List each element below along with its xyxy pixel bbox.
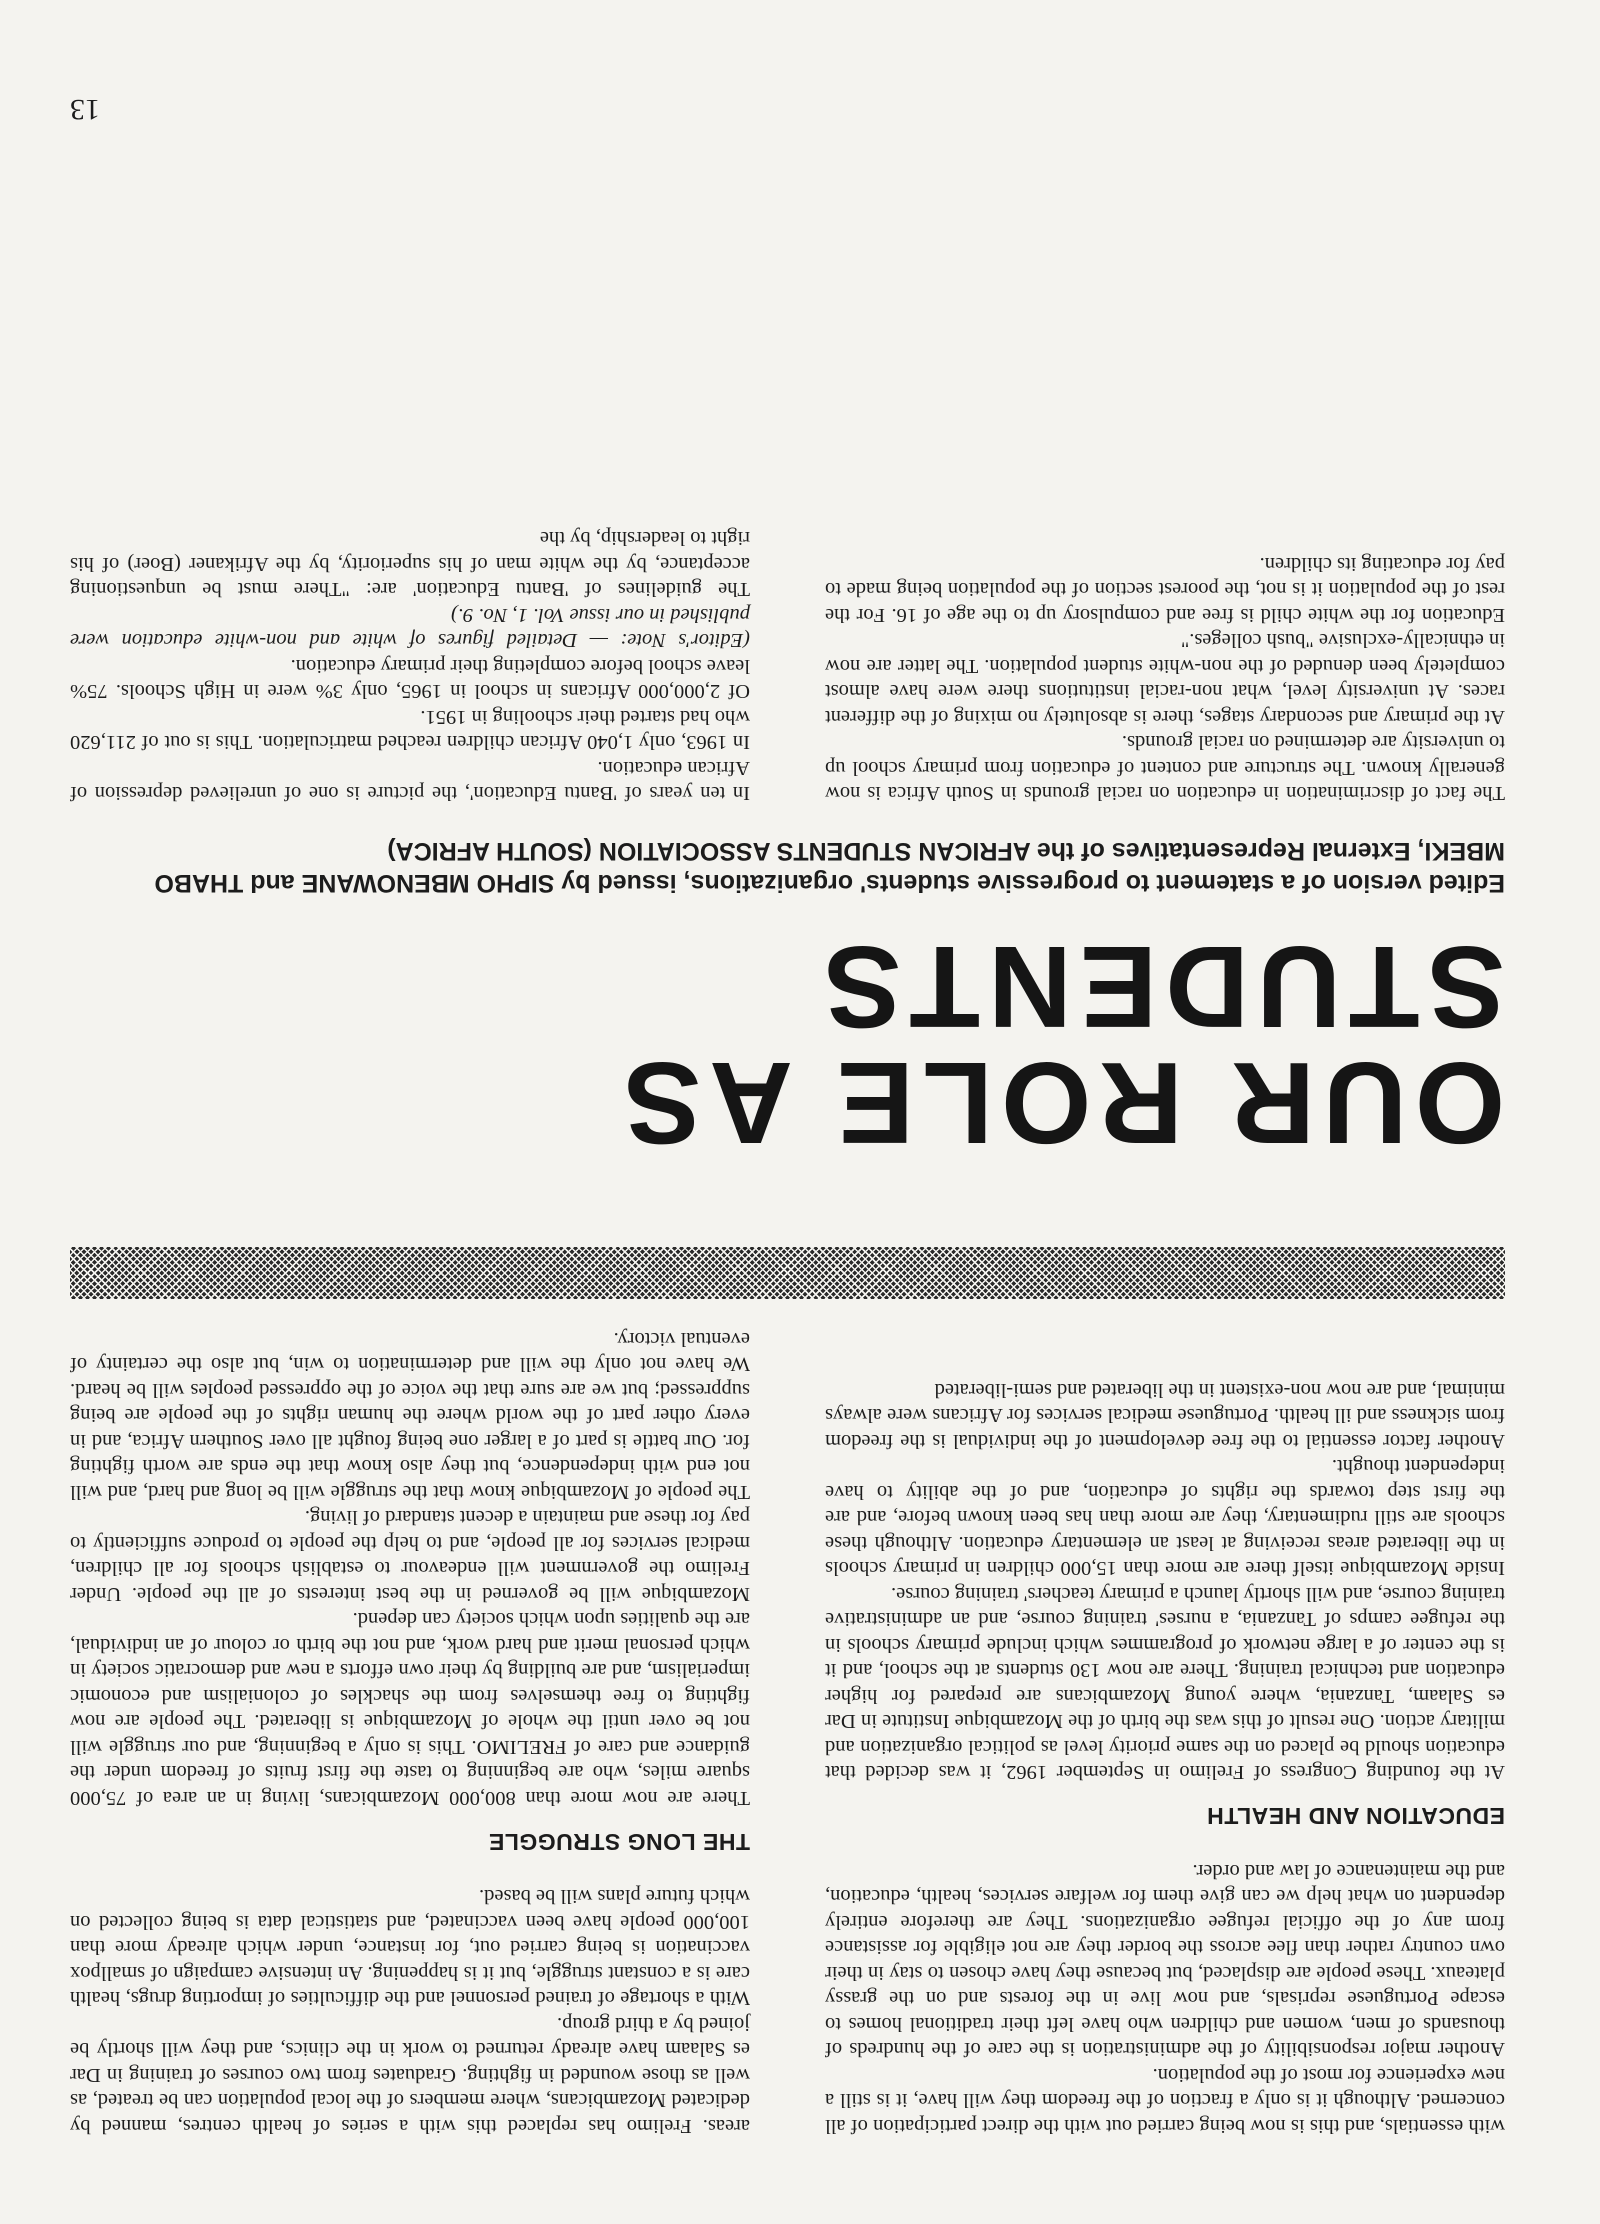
paragraph: areas. Frelimo has replaced this with a series of health centres, manned by dedicated Mozambicans, where members of the local population can be treated, as well as those wounded in fighting. Graduates from two courses of training in Dar es Salaam have already returned to work in the clinics, and they will shortly be joined by a third group.	[70, 2013, 750, 2137]
page-number: 13	[70, 93, 100, 126]
section-heading-education-health: EDUCATION AND HEALTH	[1206, 1803, 1505, 1830]
bottom-columns	[70, 525, 1505, 806]
top-columns	[70, 1326, 1505, 2139]
paragraph: The guidelines of 'Bantu Education' are: "There must be unquestioning acceptance, by the white man of his superiority, by the Afrikaner (Boer) of his right to leadership, by the	[70, 527, 750, 601]
article-subtitle: Edited version of a statement to progressive students' organizations, issued by SIPHO MBENOWANE and THABO MBEKI, External Representatives of the AFRICAN STUDENTS ASSOCIATION (SOUTH AFRICA)	[154, 837, 1505, 898]
paragraph: At the primary and secondary stages, there is absolutely no mixing of the different races. At university level, what non-racial institutions there were have almost completely been denuded of the non-white student population. The latter are now in ethnically-exclusive "bush colleges."	[825, 629, 1505, 728]
top-left-column	[825, 1326, 1505, 2139]
paragraph: At the founding Congress of Frelimo in September 1962, it was decided that education should be placed on the same priority level as political organization and military action. One result of this was the birth of the Mozambique Institute in Dar es Salaam, Tanzania, where young Mozambicans are prepared for higher education and technical training. There are now 130 students at the school, and it is the center of a large network of programmes which include primary schools in the refugee camps of Tanzania, a nurses' training course, and an administrative training course, and will shortly launch a primary teachers' training course.	[825, 1583, 1505, 1784]
editor-note: (Editor's Note: — Detailed figures of white and non-white education were published in our issue Vol. 1, No. 9.)	[70, 604, 750, 652]
paragraph: Another factor essential to the free development of the individual is the freedom from sickness and ill health. Portuguese medical services for Africans were always minimal, and are now non-existent in the liberated and semi-liberated	[825, 1379, 1505, 1452]
bottom-left-column	[825, 525, 1505, 806]
paragraph: Inside Mozambique itself there are more than 15,000 children in primary schools in the liberated areas receiving at least an elementary education. Although these schools are still rudimentary, they are more than has been known before, and are the first step towards the rights of education, and of the ability to have independent thought.	[825, 1455, 1505, 1580]
paragraph: with essentials, and this is now being carried out with the direct participation of all concerned. Although it is only a fraction of the freedom they will have, it is still a new experience for most of the population.	[825, 2064, 1505, 2137]
paragraph: There are now more than 800,000 Mozambicans, living in an area of 75,000 square miles, who are beginning to taste the first fruits of freedom under the guidance and care of FRELIMO. This is only a beginning, and our struggle will not be over until the whole of Mozambique is liberated. The people are now fighting to free themselves from the shackles of colonialism and economic imperialism, and are building by their own efforts a new and democratic society in which personal merit and hard work, and not the birth or colour of an individual, are the qualities upon which society can depend.	[70, 1608, 750, 1809]
paragraph: In ten years of 'Bantu Education', the picture is one of unrelieved depression of African education.	[70, 757, 750, 805]
top-right-column	[70, 1326, 750, 2139]
bottom-right-column	[70, 525, 750, 806]
halftone-divider-bar	[70, 1248, 1505, 1300]
paragraph: The fact of discrimination in education on racial grounds in South Africa is now generally known. The structure and content of education from primary school up to university are determined on racial grounds.	[825, 731, 1505, 805]
paragraph: The people of Mozambique know that the struggle will be long and hard, and will not end with independence, but they also know that the ends are worth fighting for. Our battle is part of a larger one being fought all over Southern Africa, and in every other part of the world where the human rights of the people are being suppressed; but we are sure that the voice of the oppressed peoples will be heard. We have not only the will and determination to win, but also the certainty of eventual victory.	[70, 1328, 750, 1503]
paragraph: With a shortage of trained personnel and the difficulties of importing drugs, health care is a constant struggle, but it is happening. An intensive campaign of smallpox vaccination is being carried out, for instance, under which already more than 100,000 people have been vaccinated, and statistical data is being collected on which future plans will be based.	[70, 1885, 750, 2010]
paragraph: Of 2,000,000 Africans in school in 1965, only 3% were in High Schools. 75% leave school before completing their primary education.	[70, 655, 750, 703]
paragraph: Mozambique will be governed in the best interests of all the people. Under Frelimo the government will endeavour to establish schools for all children, medical services for all people, and to help the people to produce sufficiently to pay for these and maintain a decent standard of living.	[70, 1506, 750, 1605]
article-title: OUR ROLE AS STUDENTS	[615, 922, 1505, 1169]
section-heading-long-struggle: THE LONG STRUGGLE	[488, 1829, 750, 1855]
paragraph: In 1963, only 1,040 African children reached matriculation. This is out of 211,620 who had started their schooling in 1951.	[70, 706, 750, 754]
paragraph: Education for the white child is free and compulsory up to the age of 16. For the rest of the population it is not, the poorest section of the population being made to pay for educating its children.	[825, 553, 1505, 626]
paragraph: Another major responsibility of the administration is the care of the hundreds of thousands of men, women and children who have left their traditional homes to escape Portuguese reprisals, and now live in the forests and on the grassy plateaux. These people are displaced, but because they have chosen to stay in their own country rather than flee across the border they are not eligible for assistance from any of the official refugee organizations. They are therefore entirely dependent on what help we can give them for welfare services, health, education, and the maintenance of law and order.	[825, 1860, 1505, 2061]
